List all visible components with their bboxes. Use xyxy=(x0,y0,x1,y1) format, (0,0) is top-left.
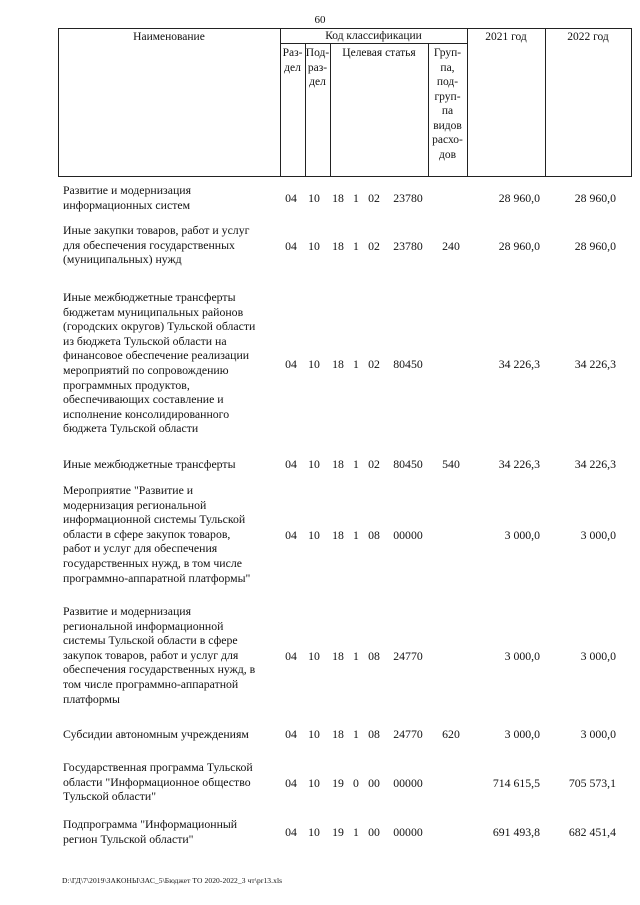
cell-t1: 18 xyxy=(332,457,344,471)
cell-t4: 24770 xyxy=(393,727,423,741)
header-group: Груп- па, под- груп- па видов расхо- дов xyxy=(432,47,463,161)
cell-razdel: 04 xyxy=(285,528,297,542)
cell-razdel: 04 xyxy=(285,191,297,205)
cell-t4: 00000 xyxy=(393,825,423,839)
row-name-line: модернизация региональной xyxy=(63,497,207,512)
cell-podrazdel: 10 xyxy=(308,825,320,839)
cell-t3: 00 xyxy=(368,825,380,839)
row-name-line: Иные межбюджетные трансферты xyxy=(63,290,236,304)
cell-v2021: 3 000,0 xyxy=(504,649,540,663)
cell-v2021: 28 960,0 xyxy=(498,239,540,253)
table-header xyxy=(58,28,632,178)
row-name xyxy=(63,290,283,436)
cell-t1: 18 xyxy=(332,239,344,253)
header-name: Наименование xyxy=(133,31,205,43)
cell-t2: 1 xyxy=(353,457,359,471)
cell-t3: 02 xyxy=(368,457,380,471)
row-name-line: программно-аппаратной платформы" xyxy=(63,570,251,585)
cell-t2: 1 xyxy=(353,528,359,542)
cell-podrazdel: 10 xyxy=(308,357,320,371)
row-name-line: области в сфере закупок товаров, xyxy=(63,526,231,541)
cell-razdel: 04 xyxy=(285,649,297,663)
cell-podrazdel: 10 xyxy=(308,239,320,253)
cell-t1: 18 xyxy=(332,528,344,542)
cell-razdel: 04 xyxy=(285,776,297,790)
cell-v2022: 28 960,0 xyxy=(574,191,616,205)
row-name-line: мероприятий по сопровождению xyxy=(63,362,229,377)
row-name-line: Развитие и модернизация xyxy=(63,604,191,618)
row-name-line: Мероприятие "Развитие и xyxy=(63,483,194,497)
cell-podrazdel: 10 xyxy=(308,457,320,471)
cell-t3: 00 xyxy=(368,776,380,790)
cell-v2022: 3 000,0 xyxy=(580,649,616,663)
row-name xyxy=(63,483,283,585)
cell-podrazdel: 10 xyxy=(308,776,320,790)
cell-t4: 23780 xyxy=(393,239,423,253)
row-name-line: Развитие и модернизация xyxy=(63,183,191,197)
cell-t2: 1 xyxy=(353,649,359,663)
row-name-line: из бюджета Тульской области на xyxy=(63,333,227,348)
row-name-line: Тульской области" xyxy=(63,789,157,804)
cell-group: 620 xyxy=(442,727,460,741)
row-name-line: программных продуктов, xyxy=(63,377,190,392)
cell-t4: 80450 xyxy=(393,457,423,471)
row-name-line: обеспечивающих составление и xyxy=(63,392,224,407)
row-name-line: финансовое обеспечение реализации xyxy=(63,348,250,363)
cell-v2022: 34 226,3 xyxy=(574,357,616,371)
cell-v2021: 28 960,0 xyxy=(498,191,540,205)
cell-t4: 00000 xyxy=(393,776,423,790)
cell-v2021: 691 493,8 xyxy=(492,825,540,839)
cell-t1: 18 xyxy=(332,727,344,741)
cell-podrazdel: 10 xyxy=(308,649,320,663)
row-name-line: Иные межбюджетные трансферты xyxy=(63,457,236,471)
row-name-line: информационных систем xyxy=(63,197,191,212)
cell-v2022: 28 960,0 xyxy=(574,239,616,253)
row-name-line: области "Информационное общество xyxy=(63,774,251,789)
row-name-line: Подпрограмма "Информационный xyxy=(63,817,238,831)
cell-t1: 19 xyxy=(332,776,344,790)
cell-t3: 02 xyxy=(368,239,380,253)
cell-t2: 0 xyxy=(353,776,359,790)
cell-v2022: 705 573,1 xyxy=(568,776,616,790)
row-name-line: для обеспечения государственных xyxy=(63,237,235,252)
cell-t4: 80450 xyxy=(393,357,423,371)
cell-v2021: 3 000,0 xyxy=(504,528,540,542)
cell-t3: 08 xyxy=(368,649,380,663)
cell-t3: 08 xyxy=(368,727,380,741)
row-name-line: том числе программно-аппаратной xyxy=(63,676,239,691)
cell-group: 240 xyxy=(442,239,460,253)
row-name xyxy=(63,727,283,742)
cell-t2: 1 xyxy=(353,727,359,741)
row-name xyxy=(63,817,283,846)
cell-v2022: 3 000,0 xyxy=(580,727,616,741)
cell-v2021: 34 226,3 xyxy=(498,457,540,471)
row-name-line: системы Тульской области в сфере xyxy=(63,633,238,648)
header-classification: Код классификации xyxy=(325,30,422,42)
cell-razdel: 04 xyxy=(285,357,297,371)
cell-t3: 08 xyxy=(368,528,380,542)
cell-t2: 1 xyxy=(353,825,359,839)
row-name-line: государственных нужд, в том числе xyxy=(63,555,242,570)
cell-group: 540 xyxy=(442,457,460,471)
file-path-footer: D:\ГД\7\2019\ЗАКОНЫ\ЗАС_5\Бюджет ТО 2020-2022_3 чт\pr13.xls xyxy=(62,876,283,885)
cell-podrazdel: 10 xyxy=(308,727,320,741)
header-target: Целевая статья xyxy=(342,47,416,59)
cell-razdel: 04 xyxy=(285,727,297,741)
cell-t2: 1 xyxy=(353,357,359,371)
row-name-line: исполнение консолидированного xyxy=(63,406,230,421)
row-name xyxy=(63,183,283,212)
row-name-line: работ и услуг для обеспечения xyxy=(63,541,218,556)
cell-podrazdel: 10 xyxy=(308,528,320,542)
header-razdel: Раз- дел xyxy=(282,47,303,74)
header-2021: 2021 год xyxy=(485,31,527,43)
row-name-line: бюджета Тульской области xyxy=(63,421,199,436)
cell-t2: 1 xyxy=(353,239,359,253)
row-name-line: платформы xyxy=(63,691,120,706)
cell-v2021: 714 615,5 xyxy=(492,776,540,790)
cell-t4: 23780 xyxy=(393,191,423,205)
cell-v2021: 34 226,3 xyxy=(498,357,540,371)
cell-v2022: 682 451,4 xyxy=(568,825,616,839)
cell-razdel: 04 xyxy=(285,825,297,839)
cell-t4: 24770 xyxy=(393,649,423,663)
cell-v2022: 3 000,0 xyxy=(580,528,616,542)
row-name-line: обеспечения государственных нужд, в xyxy=(63,662,256,677)
row-name-line: бюджетам муниципальных районов xyxy=(63,304,244,319)
row-name xyxy=(63,457,283,472)
cell-v2022: 34 226,3 xyxy=(574,457,616,471)
cell-t1: 18 xyxy=(332,191,344,205)
row-name-line: информационной системы Тульской xyxy=(63,512,246,527)
cell-podrazdel: 10 xyxy=(308,191,320,205)
row-name xyxy=(63,223,283,267)
row-name-line: Иные закупки товаров, работ и услуг xyxy=(63,223,250,237)
cell-t1: 18 xyxy=(332,649,344,663)
cell-t3: 02 xyxy=(368,357,380,371)
row-name-line: Субсидии автономным учреждениям xyxy=(63,727,249,741)
cell-t1: 19 xyxy=(332,825,344,839)
page-number: 60 xyxy=(314,14,326,26)
cell-razdel: 04 xyxy=(285,239,297,253)
row-name xyxy=(63,604,283,706)
cell-t1: 18 xyxy=(332,357,344,371)
row-name-line: Государственная программа Тульской xyxy=(63,760,253,774)
cell-t4: 00000 xyxy=(393,528,423,542)
row-name-line: закупок товаров, работ и услуг для xyxy=(63,647,239,662)
row-name xyxy=(63,760,283,804)
cell-t2: 1 xyxy=(353,191,359,205)
row-name-line: региональной информационной xyxy=(63,618,224,633)
cell-t3: 02 xyxy=(368,191,380,205)
header-podrazdel: Под- раз- дел xyxy=(305,47,330,88)
row-name-line: (городских округов) Тульской области xyxy=(63,319,256,334)
cell-razdel: 04 xyxy=(285,457,297,471)
header-2022: 2022 год xyxy=(567,31,609,43)
cell-v2021: 3 000,0 xyxy=(504,727,540,741)
row-name-line: регион Тульской области" xyxy=(63,831,194,846)
row-name-line: (муниципальных) нужд xyxy=(63,252,182,267)
